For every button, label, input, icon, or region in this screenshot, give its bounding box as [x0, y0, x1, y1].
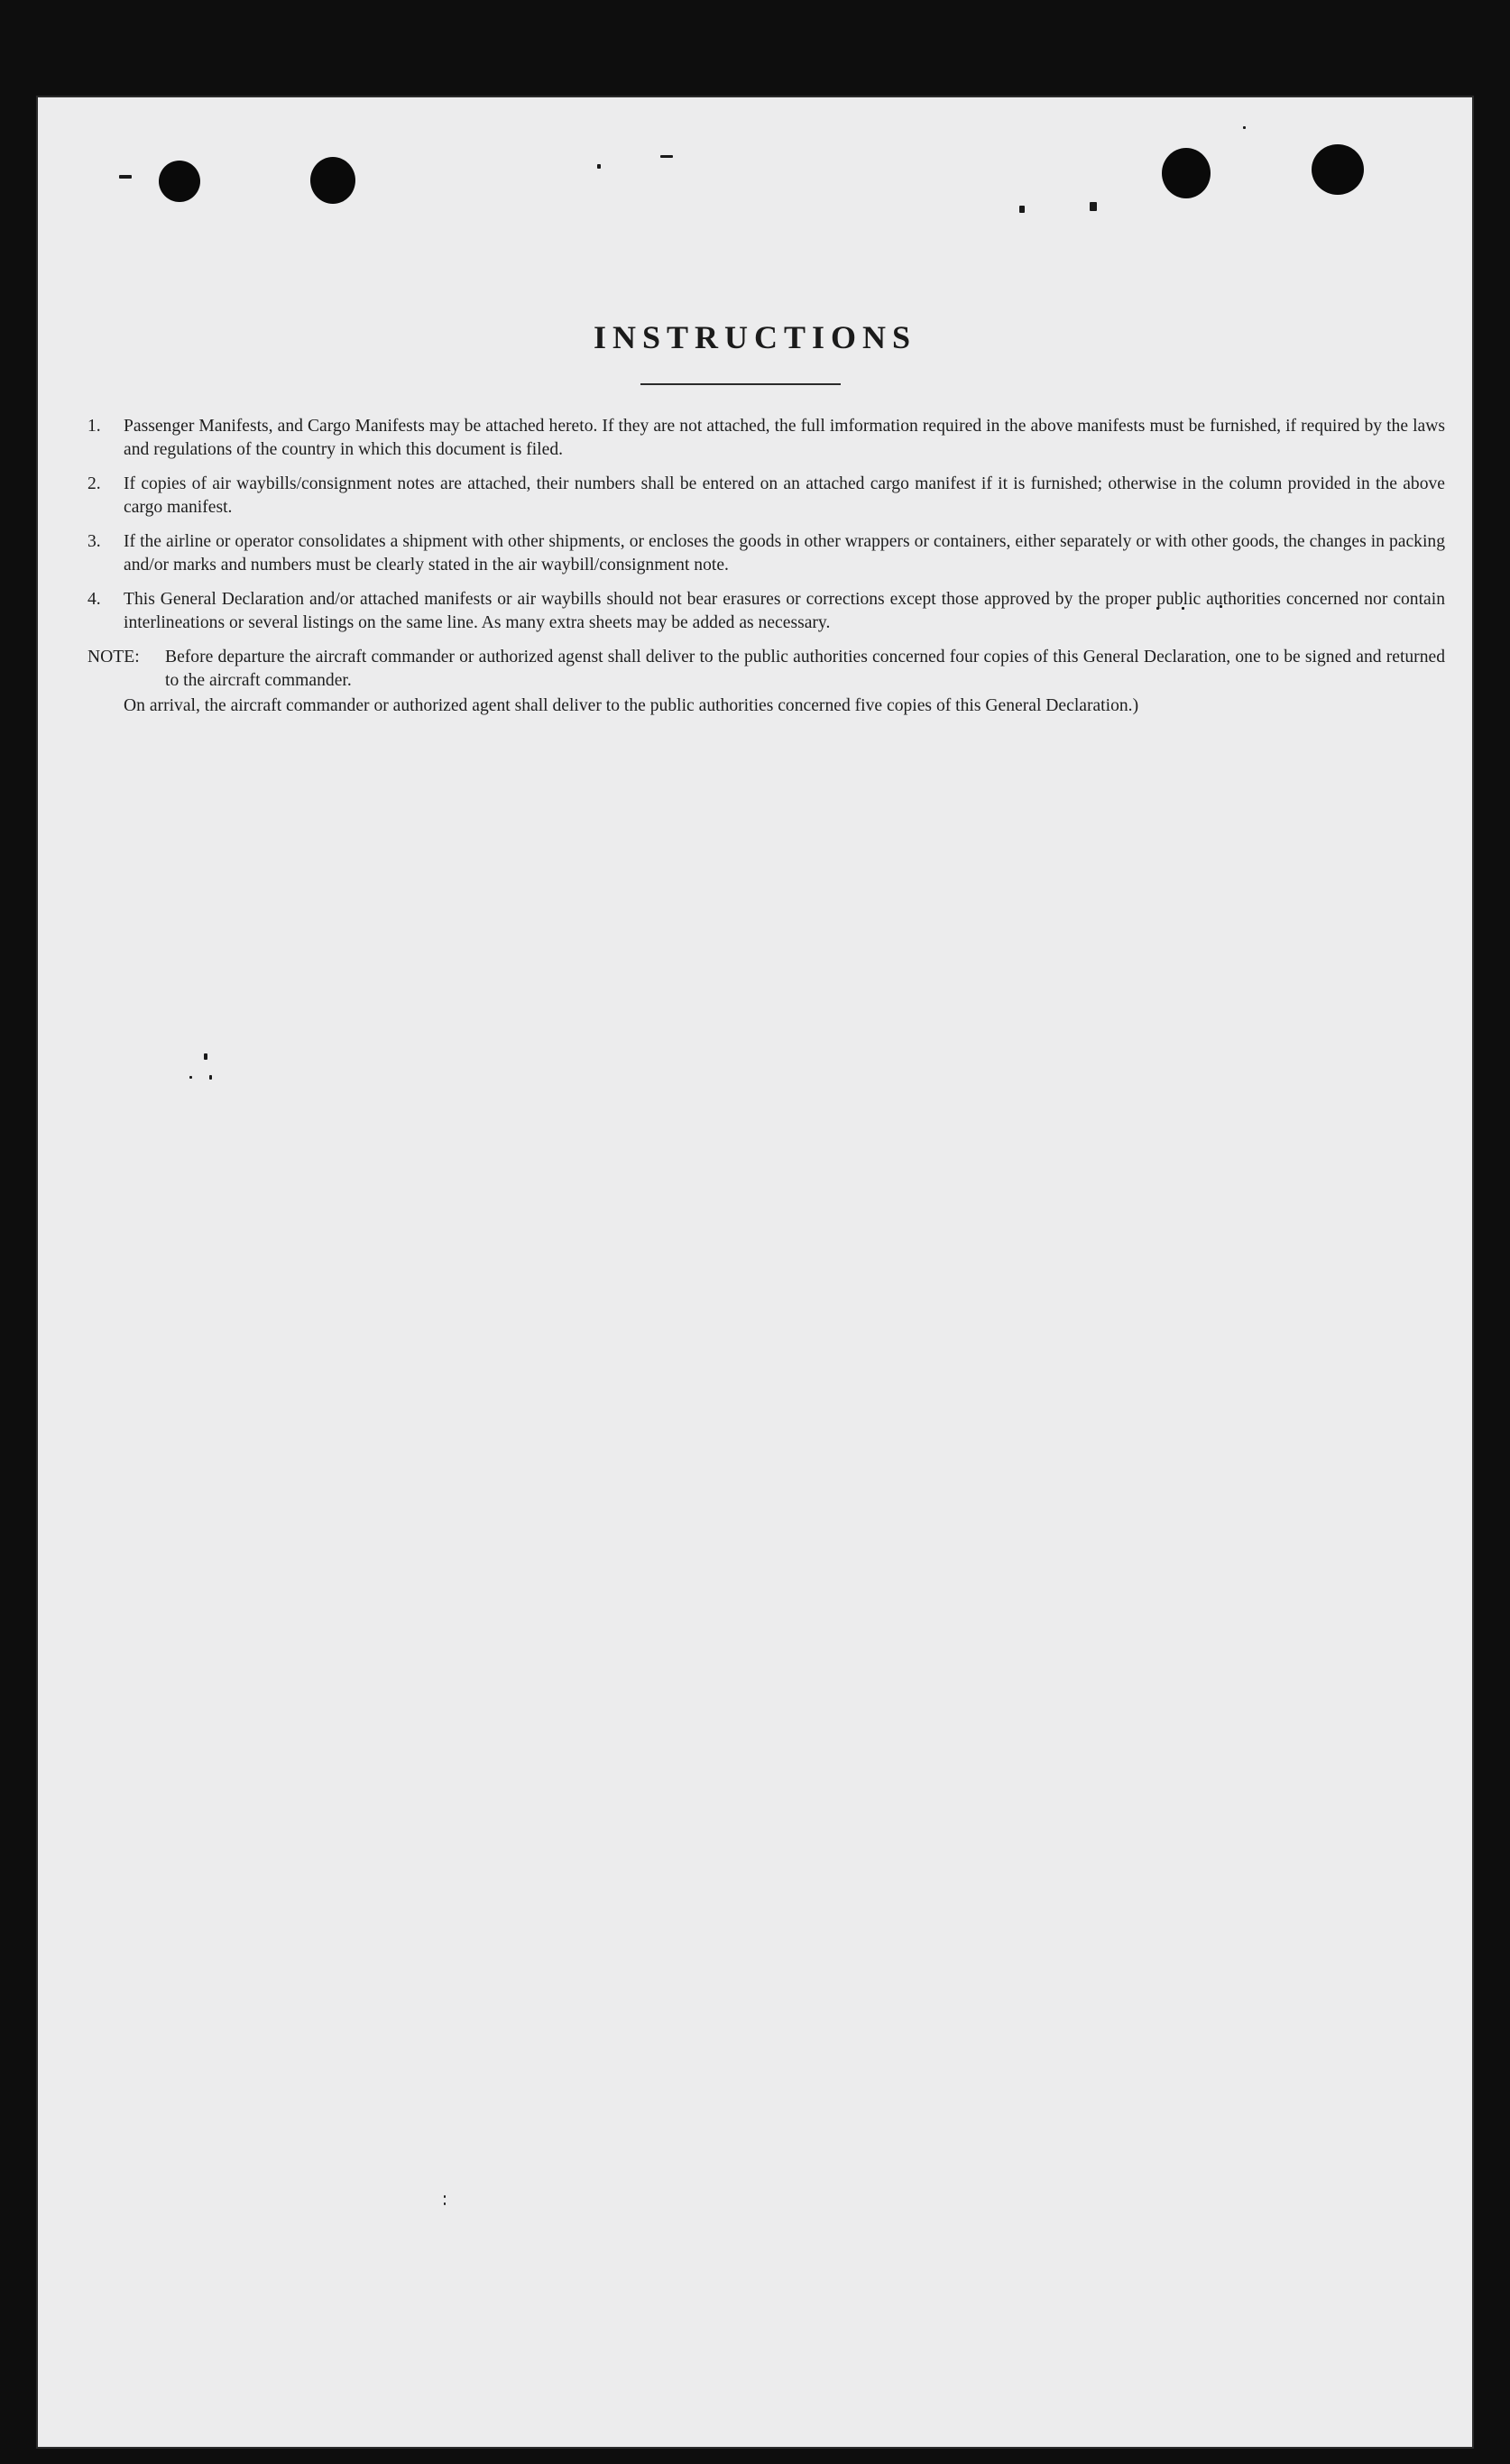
- speck: [444, 2202, 446, 2205]
- instruction-text: If the airline or operator consolidates a shipment with other shipments, or encloses the goods in other wrappers or containers, either separately or with other goods, the changes in packing and/or marks and numbers must be clearly stated in the air waybill/consignment note.: [124, 532, 1445, 575]
- instruction-number: 3.: [87, 532, 101, 551]
- note-block: [87, 646, 1445, 693]
- punch-hole: [310, 157, 355, 204]
- speck: [204, 1053, 207, 1060]
- instruction-item: [87, 588, 1445, 635]
- speck: [660, 155, 673, 158]
- instruction-number: 2.: [87, 474, 101, 493]
- instruction-item: [87, 530, 1445, 577]
- title-underline: [640, 383, 841, 385]
- instruction-text: This General Declaration and/or attached manifests or air waybills should not bear erasures or corrections except those approved by the proper public authorities concerned nor contain interlineations or several listings on the same line. As many extra sheets may be added as necessary.: [124, 590, 1445, 632]
- speck: [1090, 202, 1097, 211]
- punch-hole: [159, 161, 200, 202]
- speck: [209, 1075, 212, 1080]
- punch-hole: [1162, 148, 1211, 198]
- page-title: INSTRUCTIONS: [593, 319, 917, 355]
- document-page: [38, 97, 1472, 2447]
- speck: [444, 2195, 446, 2198]
- speck: [1243, 126, 1246, 129]
- note-label: NOTE:: [87, 648, 140, 667]
- instruction-number: 4.: [87, 590, 101, 609]
- punch-hole: [1312, 144, 1364, 195]
- instruction-item: [87, 473, 1445, 519]
- speck: [189, 1076, 192, 1079]
- note-departure-text: Before departure the aircraft commander or authorized agenst shall deliver to the public authorities concerned four copies of this General Declaration, one to be signed and returned to the aircraft commander.: [165, 648, 1445, 690]
- instruction-text: If copies of air waybills/consignment notes are attached, their numbers shall be entered on an attached cargo manifest if it is furnished; otherwise in the column provided in the above cargo manifest.: [124, 474, 1445, 517]
- speck: [119, 175, 132, 179]
- instructions-list: [87, 415, 1445, 718]
- note-arrival-text: On arrival, the aircraft commander or authorized agent shall deliver to the public authorities concerned five copies of this General Declaration.): [124, 696, 1139, 715]
- instruction-item: [87, 415, 1445, 462]
- speck: [597, 164, 601, 169]
- speck: [1019, 206, 1025, 213]
- instruction-number: 1.: [87, 417, 101, 436]
- instruction-text: Passenger Manifests, and Cargo Manifests may be attached hereto. If they are not attached, the full imformation required in the above manifests must be furnished, if required by the laws and regulations of the country in which this document is filed.: [124, 417, 1445, 459]
